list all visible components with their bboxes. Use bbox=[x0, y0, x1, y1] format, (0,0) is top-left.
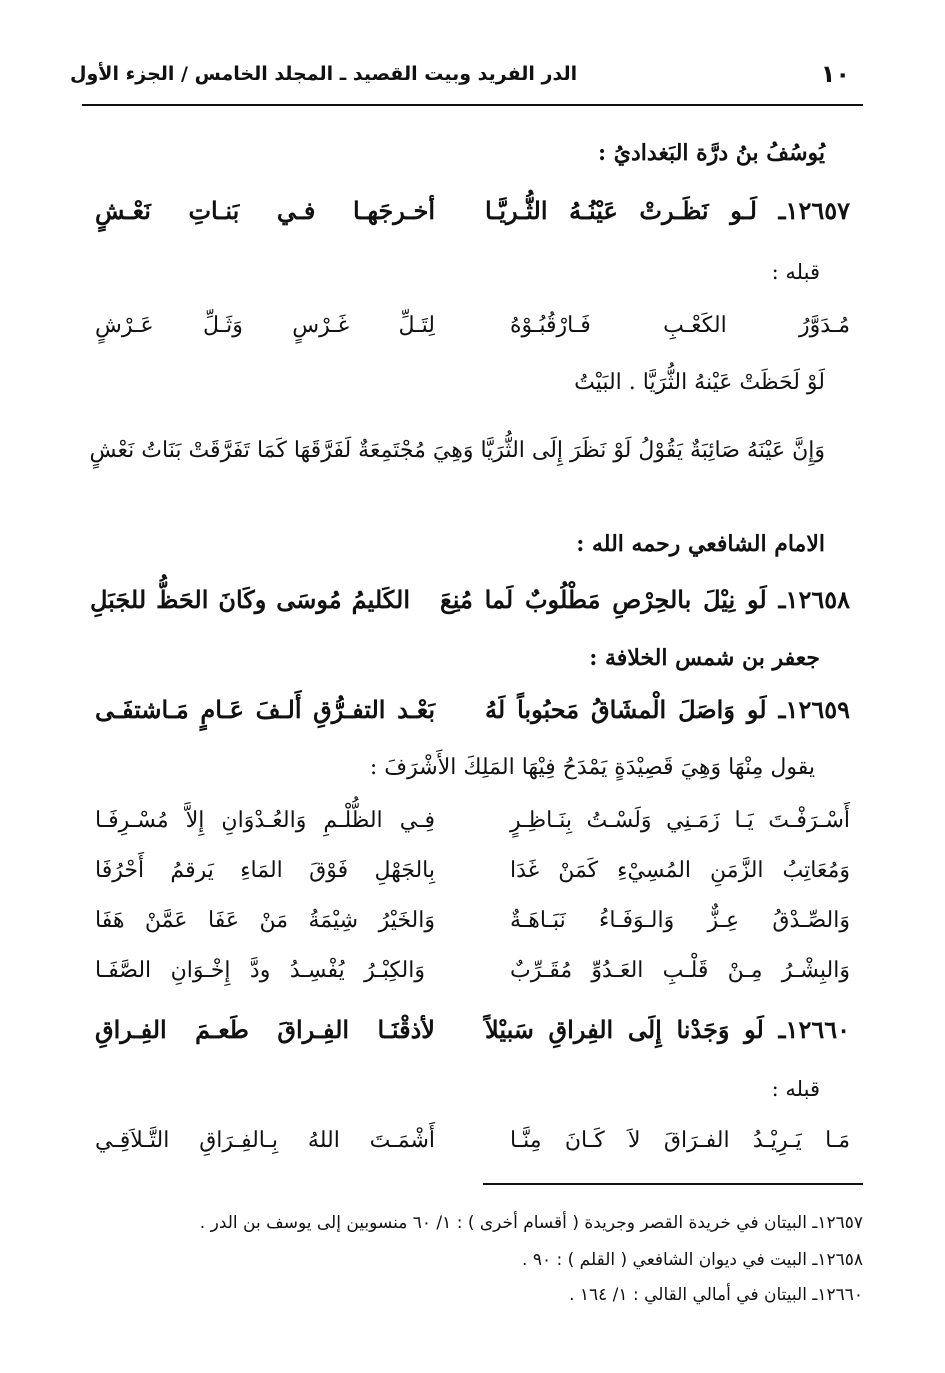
verse-hemistich-first: ١٢٦٥٩ـ لَو وَاصَلَ الْمشَاقُ مَحبُوباً لَهُ bbox=[485, 695, 850, 724]
qasida-line bbox=[95, 808, 850, 833]
verse-hemistich-second: فِـي الظُّلْـمِ وَالعُـدْوَانِ إِلاَّ مُسْـرِفَـا bbox=[95, 808, 435, 833]
footnote-divider bbox=[483, 1183, 863, 1185]
footnote: ١٢٦٥٨ـ البيت في ديوان الشافعي ( القلم ) : ٩٠ . bbox=[522, 1250, 863, 1270]
qablahu-label: قبله : bbox=[771, 260, 820, 284]
footnote: ١٢٦٦٠ـ البيتان في أمالي القالي : ١/ ١٦٤ . bbox=[569, 1285, 863, 1305]
verse-hemistich-second: وَالخَيْرُ شِيْمَةُ مَنْ عَفَا عَمَّنْ هَفَا bbox=[95, 908, 435, 933]
verse-preceding bbox=[95, 1128, 850, 1153]
verse-hemistich-first: مَـا يَـرِيْـدُ الفـرَاقَ لاَ كَـانَ مِنَّـا bbox=[510, 1128, 850, 1153]
verse-hemistich-first: ١٢٦٥٧ـ لَـو نَظَـرتْ عَيْنُـهُ الثُّـريَّـا bbox=[485, 196, 850, 225]
header-divider bbox=[82, 104, 863, 106]
verse-hemistich-first: وَمُعَاتِبُ الزَّمَنِ المُسِيْءِ كَمَنْ غَدَا bbox=[510, 858, 850, 883]
qasida-line bbox=[95, 958, 850, 983]
poet-name: جعفر بن شمس الخلافة : bbox=[589, 645, 820, 671]
verse-hemistich-second: الكَليمُ مُوسَى وكَانَ الحَظُّ للجَبَلِ bbox=[90, 585, 410, 614]
verse-hemistich-second: لِتَـلِّ غَـرْسٍ وَثَـلِّ عَـرْشٍ bbox=[95, 313, 435, 338]
verse-hemistich-second: وَالكِبْـرُ يُفْسِـدُ ودَّ إِخْـوَانِ الصَّفَـا bbox=[95, 958, 425, 983]
verse-12660 bbox=[95, 1015, 850, 1044]
qasida-line bbox=[95, 858, 850, 883]
context-text: يقول مِنْهَا وَهِيَ قَصِيْدَةٍ يَمْدَحُ فِيْهَا المَلِكَ الأَشْرَفَ : bbox=[369, 755, 815, 780]
verse-12659 bbox=[95, 695, 850, 724]
commentary-text: وَإِنَّ عَيْنَهُ صَائِبَةٌ يَقُوْلُ لَوْ نَظَرَ إِلَى الثُّرَيَّا وَهِيَ مُجْتَمِعَةٌ لَفَرَّقَهَا كَمَا تَفَرَّقَتْ بَنَاتُ نَعْشٍ bbox=[89, 438, 825, 463]
verse-hemistich-second: بَعْـد التفـرُّقِ أَلـفَ عَـامٍ مَـاشتفَـى bbox=[95, 695, 435, 724]
verse-hemistich-first: أَسْـرَفْـتَ يَـا زَمَـنِي وَلَسْـتُ بِنَـاظِـرٍ bbox=[510, 808, 850, 833]
verse-hemistich-first: ١٢٦٦٠ـ لَو وَجَدْنا إِلَى الفِراقِ سَبيْلاً bbox=[485, 1015, 850, 1044]
verse-12657 bbox=[95, 196, 850, 225]
verse-hemistich-first: وَالصِّـدْقُ عِـزٌّ وَالـوَفَـاءُ نَبَـاهَـةٌ bbox=[510, 908, 850, 933]
verse-hemistich-first: ١٢٦٥٨ـ لَو نِيْلَ بالحِرْصِ مَطْلُوبٌ لَما مُنِعَ bbox=[440, 585, 850, 614]
poet-name: يُوسُفُ بنُ درَّة البَغداديُ : bbox=[597, 140, 825, 166]
verse-hemistich-first: مُـدَوَّرُ الكَعْـبِ فَـارْقُبُـوْهُ bbox=[510, 313, 850, 338]
qablahu-label: قبله : bbox=[771, 1077, 820, 1101]
page-number: ١٠ bbox=[820, 60, 850, 88]
qasida-line bbox=[95, 908, 850, 933]
running-title: الدر الفريد وبيت القصيد ـ المجلد الخامس / الجزء الأول bbox=[70, 63, 578, 85]
verse-hemistich-second: أَشْمَـتَ اللهُ بِـالفِـرَاقِ التَّـلاَقِـي bbox=[95, 1128, 435, 1153]
verse-hemistich-second: بِالجَهْلِ فَوْقَ المَاءِ يَرقمُ أَحْرُفَا bbox=[95, 858, 435, 883]
verse-hemistich-second: لأذقْنَـا الفِـراقَ طَعـمَ الفِـراقِ bbox=[95, 1015, 435, 1044]
verse-12658 bbox=[90, 585, 850, 614]
verse-preceding bbox=[95, 313, 850, 338]
poet-name: الامام الشافعي رحمه الله : bbox=[576, 531, 825, 557]
page-header bbox=[70, 52, 850, 96]
verse-hemistich-first: وَالبِشْـرُ مِـنْ قَلْـبِ العَـدُوِّ مُقَـرِّبٌ bbox=[510, 958, 850, 983]
footnote: ١٢٦٥٧ـ البيتان في خريدة القصر وجريدة ( أقسام أخرى ) : ١/ ٦٠ منسوبين إلى يوسف بن الدر . bbox=[199, 1213, 863, 1233]
verse-hemistich-second: أخـرجَهـا فـي بَنـاتِ نَعْـشٍ bbox=[95, 196, 435, 225]
commentary-text: لَوْ لَحَظَتْ عَيْنهُ الثُّرَيَّا . البَيْتُ bbox=[574, 370, 825, 395]
